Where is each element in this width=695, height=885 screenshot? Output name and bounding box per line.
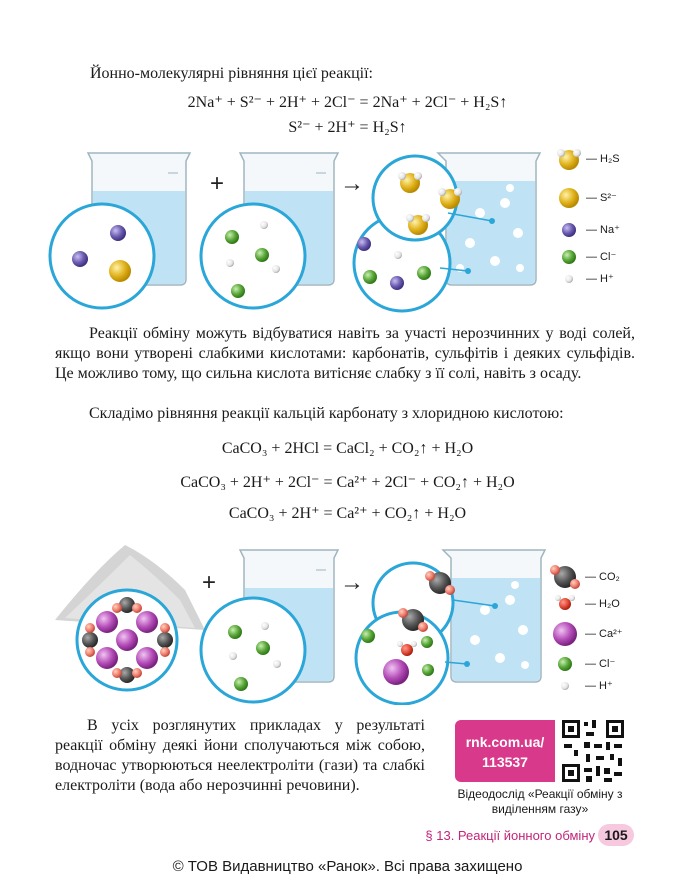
section-title: § 13. Реакції йонного обміну [425, 828, 595, 843]
beaker-3 [438, 153, 540, 285]
equation-full-ionic-1: 2Na⁺ + S²⁻ + 2H⁺ + 2Cl⁻ = 2Na⁺ + 2Cl⁻ + H₂S↑ [187, 94, 508, 111]
video-caption: Відеодослід «Реакції обміну з виділенням газу» [457, 787, 623, 816]
legend-2-hydrogen: — H⁺ [585, 680, 613, 692]
arrow-1: → [340, 170, 364, 197]
paragraph-3: В усіх розглянутих прикладах у результаті реакції обміну деякі йони сполучаються між собою, водночас утворюються неелектроліти (гази) та слабкі електроліти (вода або нерозчинні речовини). [55, 717, 425, 794]
page-number: 105 [598, 824, 634, 846]
video-link-line-2: 113537 [482, 754, 528, 770]
legend-2-co2: — CO₂ [585, 571, 620, 583]
equation-short-ionic-1: S²⁻ + 2H⁺ = H₂S↑ [288, 119, 407, 136]
legend-2-icons [550, 565, 580, 690]
legend-2-calcium: — Ca²⁺ [585, 628, 623, 640]
legend-1-icons [557, 149, 581, 283]
video-link-line-1: rnk.com.ua/ [465, 734, 545, 750]
legend-1-chloride: — Cl⁻ [586, 251, 617, 263]
equation-short-ionic-2: CaCO₃ + 2H⁺ = Ca²⁺ + CO₂↑ + H₂O [228, 505, 467, 522]
qr-code-icon[interactable] [560, 718, 626, 784]
beaker-5 [443, 550, 545, 682]
legend-1-sodium: — Na⁺ [586, 224, 620, 236]
equation-molecular-2: CaCO₃ + 2HCl = CaCl₂ + CO₂↑ + H₂O [221, 440, 474, 457]
reaction-figure-1 [40, 143, 680, 313]
legend-1-h2s: — H₂S [586, 153, 620, 165]
copyright: © ТОВ Видавництво «Ранок». Всі права захищено [172, 858, 523, 875]
plus-sign-2: + [202, 569, 217, 596]
paragraph-2: Складімо рівняння реакції кальцій карбонату з хлоридною кислотою: [89, 405, 564, 422]
arrow-2: → [340, 569, 364, 596]
video-link-box[interactable] [455, 720, 555, 782]
legend-2-water: — H₂O [585, 598, 620, 610]
plus-sign-1: + [210, 170, 225, 197]
equation-full-ionic-2: CaCO₃ + 2H⁺ + 2Cl⁻ = Ca²⁺ + 2Cl⁻ + CO₂↑ + H₂O [180, 474, 515, 491]
legend-1-hydrogen: — H⁺ [586, 273, 614, 285]
paragraph-1: Реакції обміну можуть відбуватися навіть за участі нерозчинних у воді солей, якщо вони утворені слабкими кислотами: карбонатів, сульфітів і деяких сульфідів. Це можливо тому, що сильна кислота витісняє слабку з її солі, навіть з осаду. [55, 325, 635, 382]
legend-1-sulfide: — S²⁻ [586, 192, 617, 204]
intro-line: Йонно-молекулярні рівняння цієї реакції: [90, 65, 373, 82]
legend-2-chloride: — Cl⁻ [585, 658, 616, 670]
